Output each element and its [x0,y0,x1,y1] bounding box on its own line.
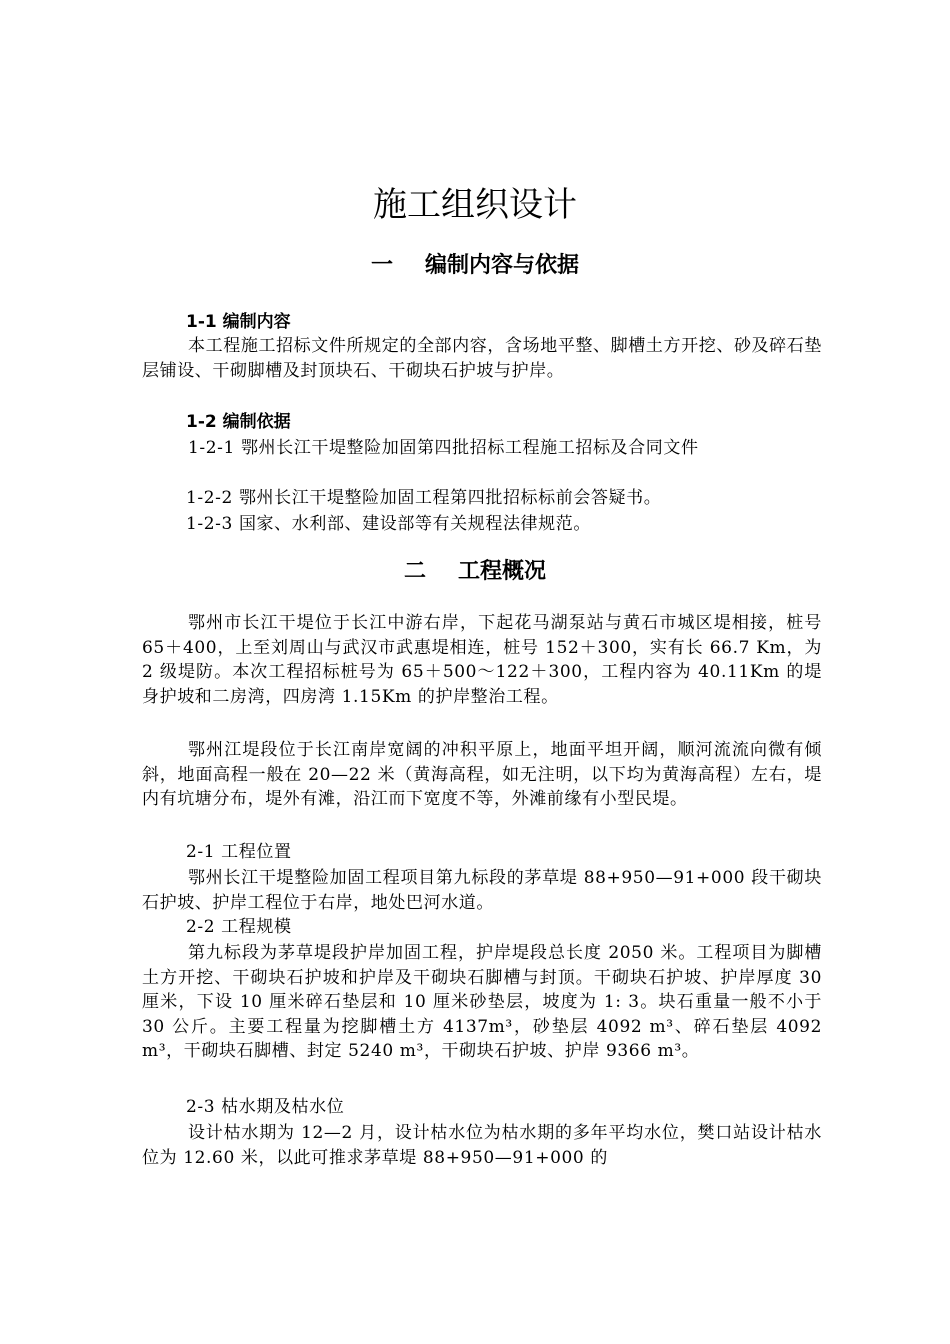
chapter-2-heading [0,556,950,588]
chapter-1-heading [0,250,950,282]
overview-paragraph-2: 鄂州江堤段位于长江南岸宽阔的冲积平原上，地面平坦开阔，顺河流流向微有倾斜，地面高程一般在 20—22 米（黄海高程，如无注明，以下均为黄海高程）左右，堤内有坑塘分布，堤外有滩，沿江而下宽度不等，外滩前缘有小型民堤。 [142,740,822,809]
section-2-3-heading: 2-3 枯水期及枯水位 [186,1097,345,1117]
chapter-2-label: 工程概况 [458,559,547,584]
section-2-3-body: 设计枯水期为 12—2 月，设计枯水位为枯水期的多年平均水位，樊口站设计枯水位为 12.60 米，以此可推求茅草堤 88+950—91+000 的 [142,1123,822,1168]
chapter-2-number: 二 [403,559,426,584]
overview-paragraph-1: 鄂州市长江干堤位于长江中游右岸，下起花马湖泵站与黄石市城区堤相接，桩号 65＋400，上至刘周山与武汉市武惠堤相连，桩号 152＋300，实有长 66.7 Km，为 2 级堤防。本次工程招标桩号为 65＋500～122＋300，工程内容为 40.11Km 的堤身护坡和二房湾，四房湾 1.15Km 的护岸整治工程。 [142,613,822,707]
section-2-1-body: 鄂州长江干堤整险加固工程项目第九标段的茅草堤 88+950—91+000 段干砌块石护坡、护岸工程位于右岸，地处巴河水道。 [142,868,822,913]
section-2-2-heading: 2-2 工程规模 [186,917,292,937]
section-1-1-body: 本工程施工招标文件所规定的全部内容，含场地平整、脚槽土方开挖、砂及碎石垫层铺设、干砌脚槽及封顶块石、干砌块石护坡与护岸。 [142,336,822,381]
section-1-2-item-2: 1-2-2 鄂州长江干堤整险加固工程第四批招标标前会答疑书。 [186,488,662,508]
section-2-1-heading: 2-1 工程位置 [186,842,292,862]
section-1-2-heading: 1-2 编制依据 [186,412,291,432]
section-1-1-heading: 1-1 编制内容 [186,312,291,332]
section-1-2-item-1: 1-2-1 鄂州长江干堤整险加固第四批招标工程施工招标及合同文件 [188,438,699,458]
document-title: 施工组织设计 [373,185,577,225]
chapter-1-number: 一 [370,253,393,278]
chapter-1-label: 编制内容与依据 [425,253,580,278]
section-1-2-item-3: 1-2-3 国家、水利部、建设部等有关规程法律规范。 [186,514,591,534]
section-2-2-body: 第九标段为茅草堤段护岸加固工程，护岸堤段总长度 2050 米。工程项目为脚槽土方开挖、干砌块石护坡和护岸及干砌块石脚槽与封顶。干砌块石护坡、护岸厚度 30 厘米，下设 10 厘米碎石垫层和 10 厘米砂垫层，坡度为 1: 3。块石重量一般不小于 30 公斤。主要工程量为挖脚槽土方 4137m³，砂垫层 4092 m³、碎石垫层 4092 m³，干砌块石脚槽、封定 5240 m³，干砌块石护坡、护岸 9366 m³。 [142,943,822,1061]
